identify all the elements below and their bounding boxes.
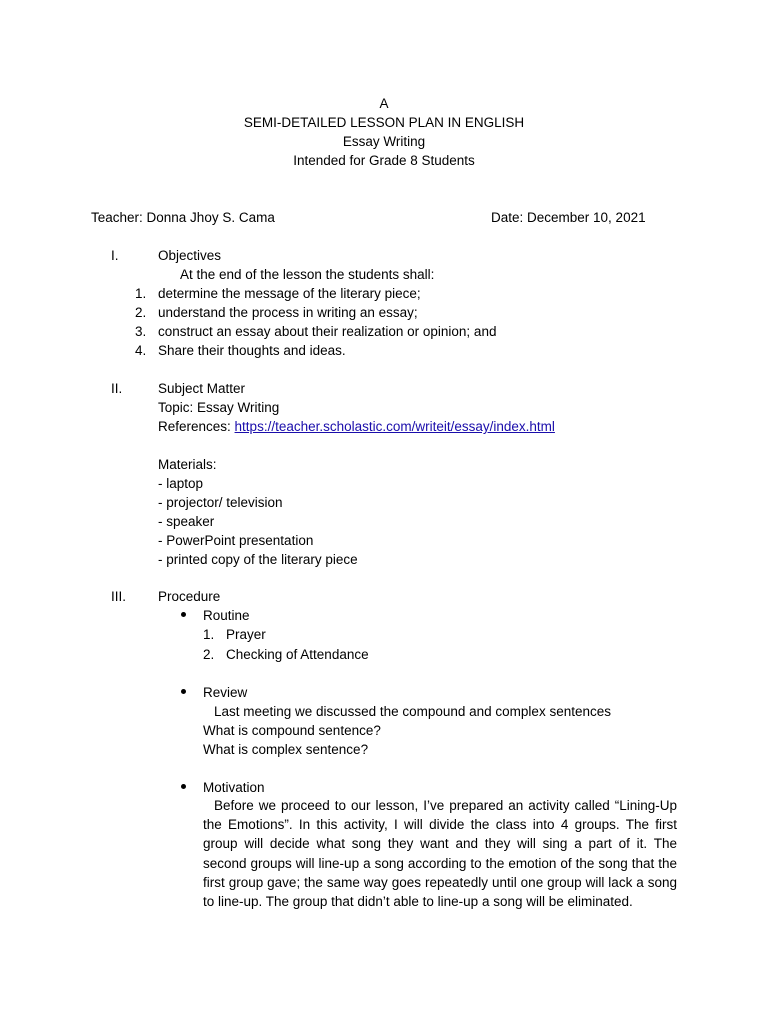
objective-number: 4. [135, 343, 147, 358]
references-label: References: [158, 419, 235, 434]
objectives-heading: Objectives [158, 248, 222, 263]
topic-line: Topic: Essay Writing [158, 400, 280, 415]
document-title: SEMI-DETAILED LESSON PLAN IN ENGLISH [243, 115, 525, 130]
objective-item: construct an essay about their realization or opinion; and [158, 324, 497, 339]
references-link[interactable]: https://teacher.scholastic.com/writeit/essay/index.html [234, 419, 555, 434]
review-question: What is compound sentence? [203, 723, 381, 738]
bullet-icon [181, 612, 186, 617]
teacher-name: Teacher: Donna Jhoy S. Cama [91, 210, 275, 225]
bullet-icon [181, 784, 186, 789]
routine-item: Checking of Attendance [226, 647, 369, 662]
routine-number: 2. [203, 647, 215, 662]
motivation-paragraph [203, 796, 677, 911]
objective-item: Share their thoughts and ideas. [158, 343, 346, 358]
document-audience: Intended for Grade 8 Students [293, 153, 475, 168]
objective-number: 1. [135, 286, 147, 301]
subject-matter-heading: Subject Matter [158, 381, 246, 396]
objective-item: understand the process in writing an essay; [158, 305, 418, 320]
objective-item: determine the message of the literary piece; [158, 286, 421, 301]
routine-number: 1. [203, 627, 215, 642]
review-line: Last meeting we discussed the compound and complex sentences [214, 704, 611, 719]
material-item: - printed copy of the literary piece [158, 552, 358, 567]
lesson-date: Date: December 10, 2021 [491, 210, 646, 225]
objective-number: 3. [135, 324, 147, 339]
bullet-icon [181, 689, 186, 694]
routine-heading: Routine [203, 608, 250, 623]
material-item: - projector/ television [158, 495, 283, 510]
motivation-text: Before we proceed to our lesson, I’ve prepared an activity called “Lining-Up the Emotions”. In this activity, I will divide the class into 4 groups. The first group will decide what song they want and they will sing a part of it. The second groups will line-up a song according to the emotion of the song that the first group gave; the same way goes repeatedly until one group will lack a song to line-up. The group that didn’t able to line-up a song will be eliminated. [203, 798, 677, 910]
procedure-heading: Procedure [158, 589, 221, 604]
subject-matter-numeral: II. [111, 381, 123, 396]
procedure-numeral: III. [111, 589, 127, 604]
document-subject: Essay Writing [342, 134, 426, 149]
header-letter: A [379, 96, 389, 111]
objectives-intro: At the end of the lesson the students shall: [180, 267, 435, 282]
motivation-heading: Motivation [203, 780, 265, 795]
review-heading: Review [203, 685, 248, 700]
materials-heading: Materials: [158, 457, 217, 472]
references-line [158, 417, 555, 436]
material-item: - PowerPoint presentation [158, 533, 314, 548]
review-question: What is complex sentence? [203, 742, 369, 757]
material-item: - speaker [158, 514, 215, 529]
routine-item: Prayer [226, 627, 266, 642]
objectives-numeral: I. [111, 248, 119, 263]
objective-number: 2. [135, 305, 147, 320]
material-item: - laptop [158, 476, 204, 491]
